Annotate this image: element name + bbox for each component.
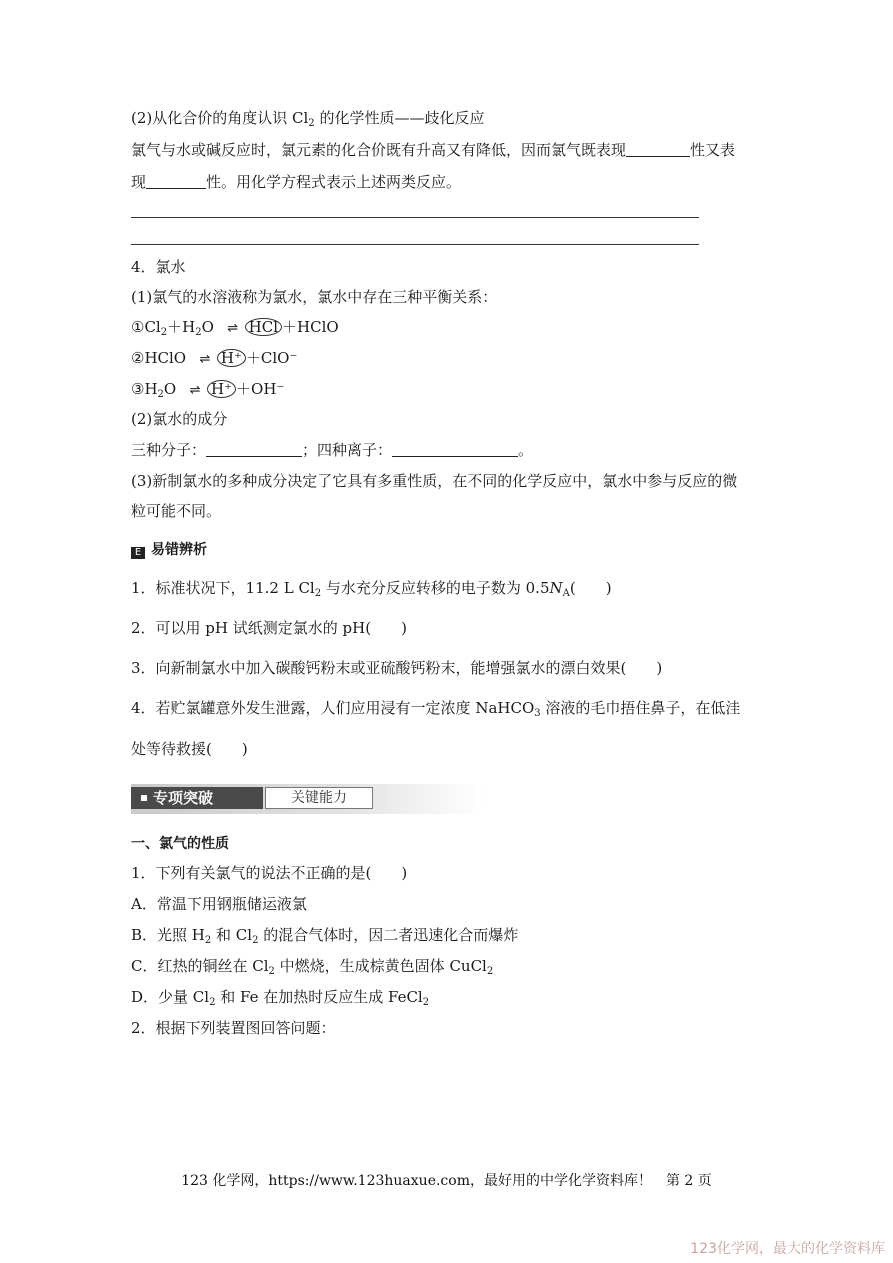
watermark: 123化学网，最大的化学资料库 — [690, 1241, 885, 1257]
equilibrium-equation-2: ②HClO ⇌ H⁺ ＋ClO⁻ — [131, 347, 297, 371]
equilibrium-arrow-icon: ⇌ — [227, 321, 237, 336]
section-4-statement-2: (2)氯水的成分 — [131, 410, 228, 428]
equilibrium-equation-3: $③H_2O$ ⇌ H⁺ ＋OH⁻ — [131, 380, 285, 400]
page-footer: 123 化学网，https://www.123huaxue.com，最好用的中学化学资料库！ 第 2 页 — [181, 1173, 712, 1189]
section-4-statement-3-line-2: 粒可能不同。 — [131, 502, 222, 520]
part-1-title: 一、氯气的性质 — [131, 836, 229, 852]
section-2-paragraph-line-1: 氯气与水或碱反应时，氯元素的化合价既有升高又有降低，因而氯气既表现 性又表 — [131, 141, 736, 159]
answer-blank[interactable] — [146, 173, 206, 189]
circled-species: HCl — [245, 318, 282, 336]
components-line: 三种分子： ；四种离子： 。 — [131, 441, 534, 459]
molecules-blank[interactable] — [206, 441, 302, 457]
equilibrium-equation-1: $①Cl_2+H_2O$ ⇌ HCl ＋HClO — [131, 318, 339, 338]
square-bullet-icon — [141, 795, 147, 801]
answer-line[interactable] — [131, 244, 699, 245]
section-banner — [131, 784, 485, 814]
error-analysis-heading: E 易错辨析 — [131, 538, 207, 561]
option-c: C．红热的铜丝在 $Cl_2$ 中燃烧，生成棕黄色固体 CuCl$_2$ — [131, 957, 494, 977]
error-question-2: 2．可以用 pH 试纸测定氯水的 pH( ) — [131, 619, 407, 637]
error-analysis-icon: E — [131, 547, 145, 559]
banner-dark-label: 专项突破 — [131, 787, 263, 809]
error-question-4-line-1: 4．若贮氯罐意外发生泄露，人们应用浸有一定浓度 NaHCO$_3$ 溶液的毛巾捂住鼻子，在低洼 — [131, 699, 741, 719]
question-1: 1．下列有关氯气的说法不正确的是( ) — [131, 864, 408, 882]
option-d: D．少量 $Cl_2$ 和 Fe 在加热时反应生成 FeCl$_2$ — [131, 988, 430, 1008]
circled-species: H⁺ — [207, 380, 236, 398]
section-2-paragraph-line-2: 现 性。用化学方程式表示上述两类反应。 — [131, 173, 462, 191]
section-4-statement-3-line-1: (3)新制氯水的多种成分决定了它具有多重性质，在不同的化学反应中，氯水中参与反应的微 — [131, 472, 738, 490]
answer-line[interactable] — [131, 217, 699, 218]
equilibrium-arrow-icon: ⇌ — [199, 352, 209, 367]
banner-light-label: 关键能力 — [265, 787, 373, 809]
answer-blank[interactable] — [626, 141, 690, 157]
circled-species: H⁺ — [217, 349, 246, 367]
equilibrium-arrow-icon: ⇌ — [189, 383, 199, 398]
error-question-4-line-2: 处等待救援( ) — [131, 740, 248, 758]
section-4-statement-1: (1)氯气的水溶液称为氯水，氯水中存在三种平衡关系： — [131, 288, 498, 306]
question-2: 2．根据下列装置图回答问题： — [131, 1019, 336, 1037]
error-question-3: 3．向新制氯水中加入碳酸钙粉末或亚硫酸钙粉末，能增强氯水的漂白效果( ) — [131, 659, 663, 677]
section-2-heading: (2)从化合价的角度认识 $Cl_2$ 的化学性质——歧化反应 — [131, 109, 485, 129]
option-a: A．常温下用钢瓶储运液氯 — [131, 895, 307, 913]
section-4-title: 4．氯水 — [131, 258, 186, 276]
ions-blank[interactable] — [392, 441, 518, 457]
error-question-1: 1．标准状况下，11.2 L $Cl_2$ 与水充分反应转移的电子数为 $0.5N_A$( ) — [131, 579, 612, 599]
option-b: B．光照 $H_2$ 和 $Cl_2$ 的混合气体时，因二者迅速化合而爆炸 — [131, 926, 519, 946]
